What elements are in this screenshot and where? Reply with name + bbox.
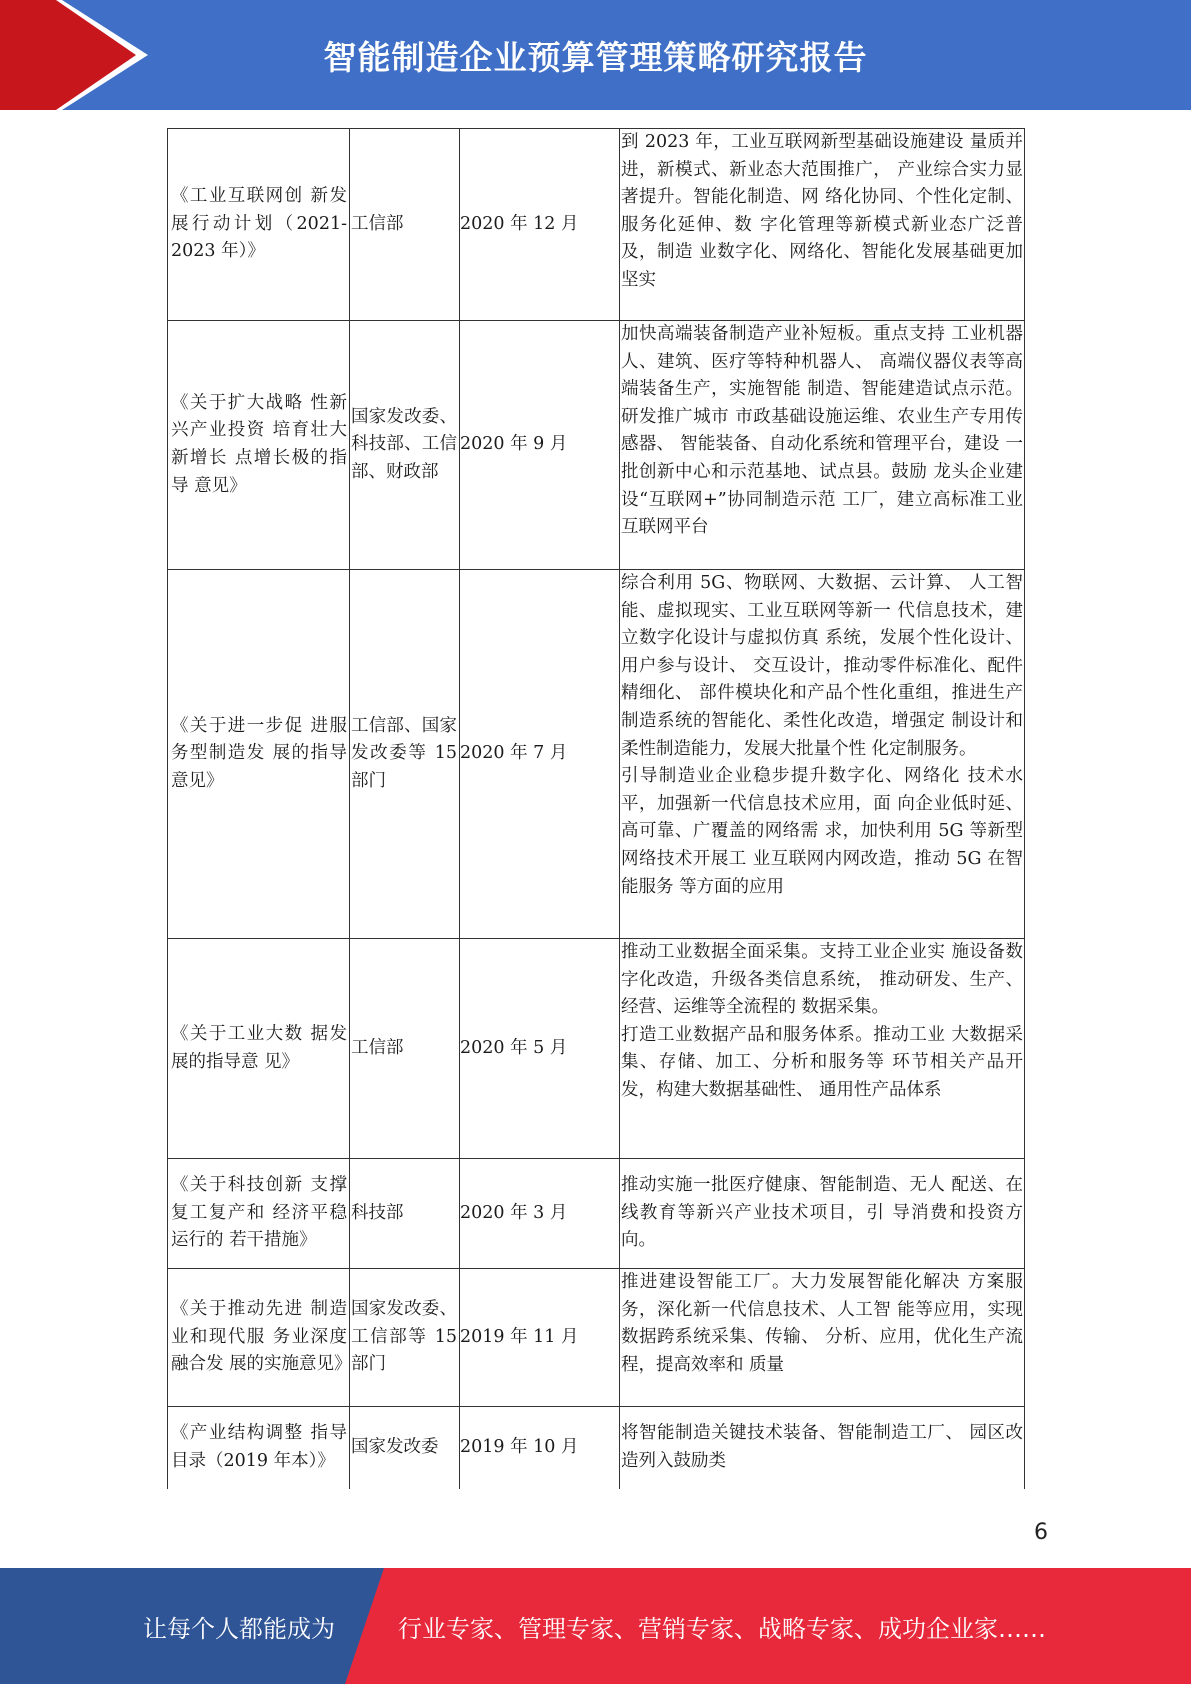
policy-name-cell: 《工业互联网创 新发展行动计划（2021-2023 年）》 [168,129,350,321]
table-row [168,129,1025,321]
policy-name-cell: 《关于扩大战略 性新兴产业投资 培育壮大新增长 点增长极的指导 意见》 [168,321,350,570]
content-cell [620,321,1025,570]
content-paragraph: 将智能制造关键技术装备、智能制造工厂、 园区改造列入鼓励类 [621,1423,1023,1471]
table-row [168,321,1025,570]
page-title: 智能制造企业预算管理策略研究报告 [323,37,868,77]
policy-name-cell: 《关于工业大数 据发展的指导意 见》 [168,939,350,1159]
date-cell: 2020 年 7 月 [460,570,620,939]
date-cell: 2020 年 5 月 [460,939,620,1159]
header-red-chevron [0,0,150,110]
content-paragraph: 推进建设智能工厂。大力发展智能化解决 方案服务，深化新一代信息技术、人工智 能等应用，实现数据跨系统采集、传输、 分析、应用，优化生产流程，提高效率和 质量 [621,1272,1023,1375]
department-cell: 工信部、国家发改委等 15 部门 [350,570,460,939]
policy-name-cell: 《关于推动先进 制造业和现代服 务业深度融合发 展的实施意见》 [168,1269,350,1407]
policy-name-cell: 《关于进一步促 进服务型制造发 展的指导意见》 [168,570,350,939]
content-paragraph: 引导制造业企业稳步提升数字化、网络化 技术水平，加强新一代信息技术应用，面 向企业低时延、高可靠、广覆盖的网络需 求，加快利用 5G 等新型网络技术开展工 业互联网内网改造，推动 5G 在智能服务 等方面的应用 [621,766,1023,897]
content-paragraph: 打造工业数据产品和服务体系。推动工业 大数据采集、存储、加工、分析和服务等 环节相关产品开发，构建大数据基础性、 通用性产品体系 [621,1024,1023,1100]
policy-name-cell: 《产业结构调整 指导目录（2019 年本）》 [168,1407,350,1489]
date-cell: 2020 年 9 月 [460,321,620,570]
content-paragraph: 推动工业数据全面采集。支持工业企业实 施设备数字化改造，升级各类信息系统， 推动研发、生产、经营、运维等全流程的 数据采集。 [621,942,1023,1018]
footer-slogan-right: 行业专家、管理专家、营销专家、战略专家、成功企业家…… [398,1614,1046,1643]
content-paragraph: 到 2023 年，工业互联网新型基础设施建设 量质并进，新模式、新业态大范围推广， 产业综合实力显著提升。智能化制造、网 络化协同、个性化定制、服务化延伸、数 字化管理等新模式新业态广泛普及，制造 业数字化、网络化、智能化发展基础更加 坚实 [621,132,1023,290]
date-cell: 2020 年 3 月 [460,1159,620,1269]
content-cell [620,1159,1025,1269]
policy-table [167,128,1025,1489]
table-row [168,1159,1025,1269]
content-paragraph: 综合利用 5G、物联网、大数据、云计算、 人工智能、虚拟现实、工业互联网等新一 代信息技术，建立数字化设计与虚拟仿真 系统，发展个性化设计、用户参与设计、 交互设计，推动零件标准化、配件精细化、 部件模块化和产品个性化重组，推进生产 制造系统的智能化、柔性化改造，增强定 制设计和柔性制造能力，发展大批量个性 化定制服务。 [621,573,1023,759]
content-cell [620,570,1025,939]
date-cell: 2019 年 11 月 [460,1269,620,1407]
footer-slogan-left: 让每个人都能成为 [143,1614,335,1643]
department-cell: 国家发改委 [350,1407,460,1489]
content-cell [620,1269,1025,1407]
department-cell: 国家发改委、工信部等 15 部门 [350,1269,460,1407]
policy-name-cell: 《关于科技创新 支撑复工复产和 经济平稳运行的 若干措施》 [168,1159,350,1269]
page-footer [0,1568,1191,1684]
page-number: 6 [1034,1520,1048,1545]
department-cell: 国家发改委、科技部、工信部、财政部 [350,321,460,570]
date-cell: 2019 年 10 月 [460,1407,620,1489]
table-row [168,1269,1025,1407]
content-cell [620,1407,1025,1489]
content-paragraph: 加快高端装备制造产业补短板。重点支持 工业机器人、建筑、医疗等特种机器人、 高端仪器仪表等高端装备生产，实施智能 制造、智能建造试点示范。研发推广城市 市政基础设施运维、农业生产专用传感器、 智能装备、自动化系统和管理平台，建设 一批创新中心和示范基地、试点县。鼓励 龙头企业建设“互联网+”协同制造示范 工厂，建立高标准工业互联网平台 [621,324,1023,538]
table-row [168,1407,1025,1489]
content-paragraph: 推动实施一批医疗健康、智能制造、无人 配送、在线教育等新兴产业技术项目，引 导消费和投资方向。 [621,1175,1023,1251]
department-cell: 工信部 [350,129,460,321]
table-row [168,939,1025,1159]
table-row [168,570,1025,939]
department-cell: 科技部 [350,1159,460,1269]
date-cell: 2020 年 12 月 [460,129,620,321]
page-header [0,0,1191,110]
content-cell [620,939,1025,1159]
content-cell [620,129,1025,321]
department-cell: 工信部 [350,939,460,1159]
